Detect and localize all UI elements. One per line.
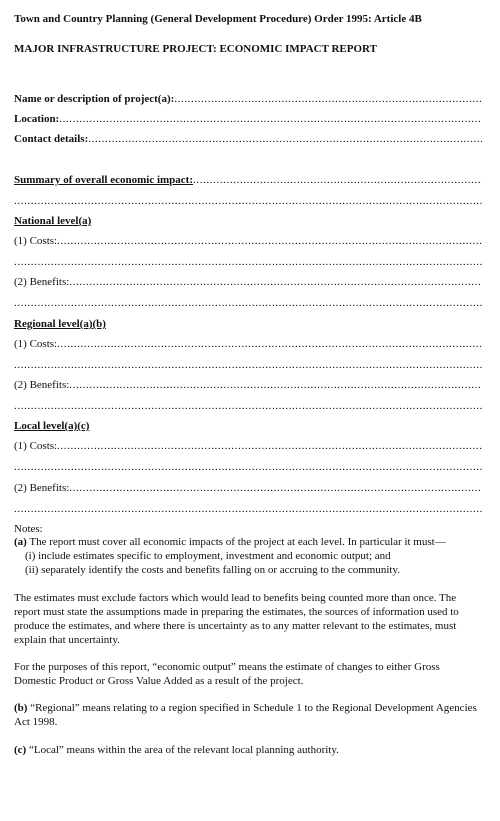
summary-fill-line-2[interactable] <box>14 194 482 208</box>
summary-label: Summary of overall economic impact: <box>14 174 194 186</box>
national-costs-label: (1) Costs: <box>14 235 58 247</box>
local-costs-fill-line[interactable] <box>57 439 482 453</box>
project-name-label: Name or description of project(a): <box>14 93 175 105</box>
economic-output-definition: For the purposes of this report, “economic output” means the estimate of changes to either Gross Domestic Product or Gross Value Added as a result of the project. <box>14 661 440 687</box>
location-label: Location: <box>14 113 60 125</box>
location-field[interactable] <box>14 112 482 126</box>
note-a-item-i: (i) include estimates specific to employment, investment and economic output; and <box>25 550 391 562</box>
contact-details-label: Contact details: <box>14 133 89 145</box>
local-benefits-field[interactable] <box>14 481 482 495</box>
project-name-fill-line[interactable] <box>174 92 482 106</box>
local-costs-label: (1) Costs: <box>14 440 58 452</box>
regional-costs-fill-line[interactable] <box>57 337 482 351</box>
local-costs-field[interactable] <box>14 439 482 453</box>
note-c-marker: (c) <box>14 744 27 756</box>
location-fill-line[interactable] <box>59 112 482 126</box>
note-a-item-ii: (ii) separately identify the costs and benefits falling on or accruing to the community. <box>25 564 401 576</box>
note-a <box>14 535 482 549</box>
note-c-text: “Local” means within the area of the relevant local planning authority. <box>26 744 339 756</box>
regional-costs-field[interactable] <box>14 337 482 351</box>
local-benefits-fill-line[interactable] <box>69 481 482 495</box>
project-name-field[interactable] <box>14 92 482 106</box>
national-costs-field[interactable] <box>14 234 482 248</box>
regional-benefits-fill-line[interactable] <box>69 378 482 392</box>
note-c <box>14 743 482 757</box>
national-costs-fill-line[interactable] <box>57 234 482 248</box>
regional-benefits-fill-line-2[interactable] <box>14 399 482 413</box>
notes-heading: Notes: <box>14 523 43 535</box>
national-level-heading: National level(a) <box>14 215 92 227</box>
summary-field[interactable] <box>14 173 482 187</box>
local-benefits-label: (2) Benefits: <box>14 482 70 494</box>
estimates-paragraph: The estimates must exclude factors which would lead to benefits being counted more than once. The report must state the assumptions made in preparing the estimates, the sources of information used to produce the estimates, and where there is uncertainty as to any matter relevant to the estimates, must explain that uncertainty. <box>14 592 459 646</box>
regional-benefits-field[interactable] <box>14 378 482 392</box>
national-benefits-field[interactable] <box>14 275 482 289</box>
note-b <box>14 701 482 729</box>
national-benefits-fill-line[interactable] <box>69 275 482 289</box>
summary-fill-line[interactable] <box>193 173 482 187</box>
contact-details-field[interactable] <box>14 132 482 146</box>
national-benefits-fill-line-2[interactable] <box>14 296 482 310</box>
note-a-marker: (a) <box>14 536 27 548</box>
regional-benefits-label: (2) Benefits: <box>14 379 70 391</box>
regional-costs-fill-line-2[interactable] <box>14 358 482 372</box>
note-a-text: The report must cover all economic impacts of the project at each level. In particular it must— <box>26 536 446 548</box>
local-benefits-fill-line-2[interactable] <box>14 502 482 516</box>
local-costs-fill-line-2[interactable] <box>14 460 482 474</box>
local-level-heading: Local level(a)(c) <box>14 420 90 432</box>
national-costs-fill-line-2[interactable] <box>14 255 482 269</box>
regional-level-heading: Regional level(a)(b) <box>14 318 106 330</box>
contact-details-fill-line[interactable] <box>88 132 482 146</box>
regional-costs-label: (1) Costs: <box>14 338 58 350</box>
note-b-text: “Regional” means relating to a region specified in Schedule 1 to the Regional Development Agencies Act 1998. <box>14 702 477 728</box>
note-b-marker: (b) <box>14 702 28 714</box>
report-title: MAJOR INFRASTRUCTURE PROJECT: ECONOMIC IMPACT REPORT <box>14 43 377 55</box>
document-title: Town and Country Planning (General Development Procedure) Order 1995: Article 4B <box>14 13 422 25</box>
national-benefits-label: (2) Benefits: <box>14 276 70 288</box>
